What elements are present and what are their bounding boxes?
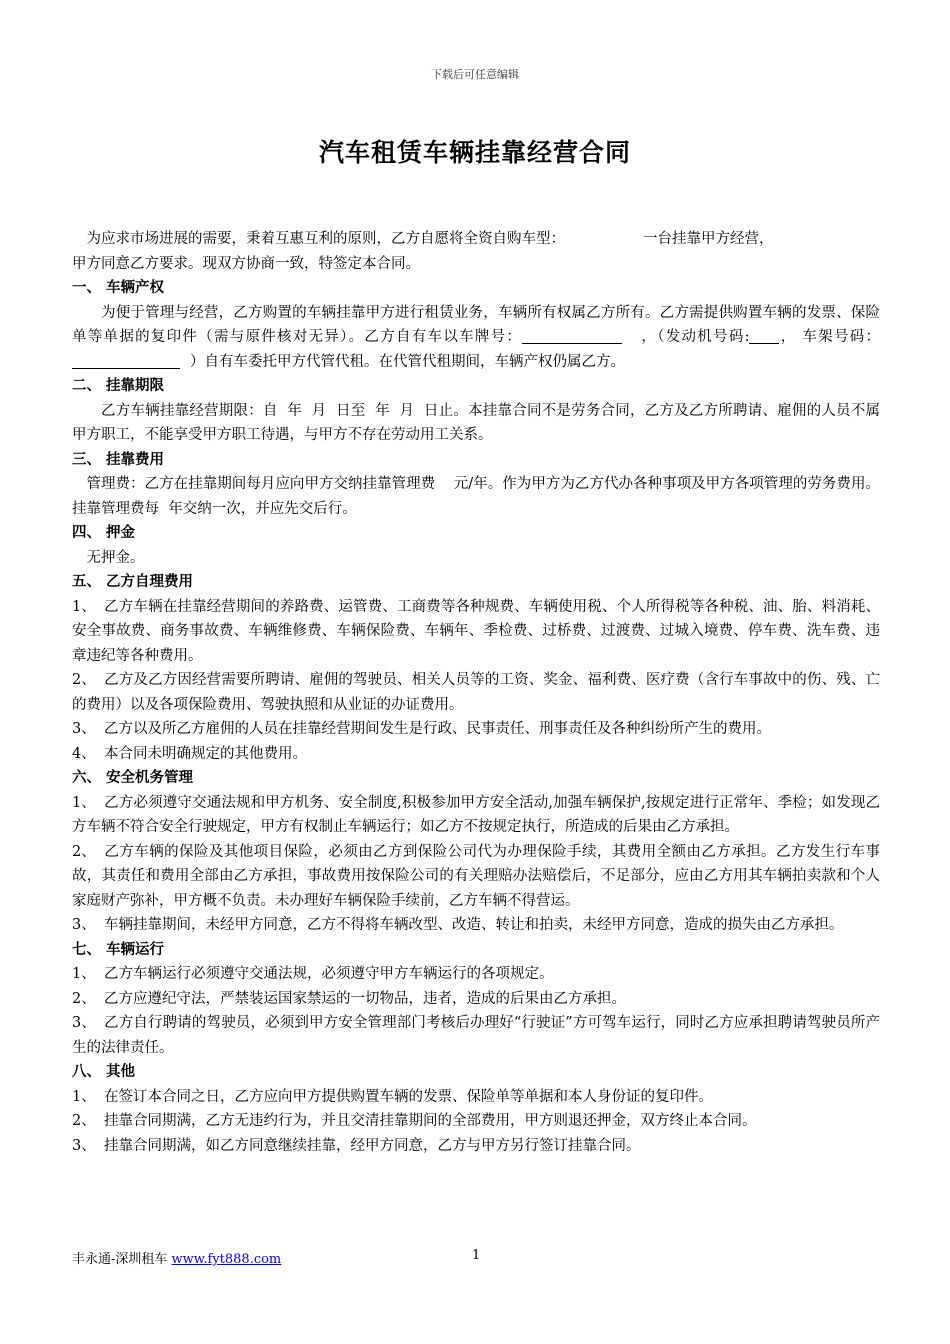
section-7-item-1	[72, 962, 880, 987]
engine-number-blank[interactable]	[749, 327, 779, 344]
intro-paragraph	[72, 227, 880, 252]
contract-body	[72, 227, 880, 1158]
footer-company	[72, 1248, 281, 1267]
section-5-item-1	[72, 595, 880, 669]
section-7-item-2	[72, 987, 880, 1012]
item-number: 3、	[72, 721, 96, 737]
intro-text-1b: 一台挂靠甲方经营，	[643, 231, 774, 247]
item-text: 乙方必须遵守交通法规和甲方机务、安全制度,积极参加甲方安全活动,加强车辆保护,按规定进行正常年、季检；如发现乙方车辆不符合安全行驶规定，甲方有权制止车辆运行；如乙方不按规定执行，所造成的后果由乙方承担。	[72, 794, 880, 835]
item-number: 1、	[72, 966, 96, 982]
item-number: 2、	[72, 1113, 96, 1129]
item-text: 挂靠合同期满，如乙方同意继续挂靠，经甲方同意，乙方与甲方另行签订挂靠合同。	[104, 1137, 641, 1154]
item-text: 车辆挂靠期间，未经甲方同意，乙方不得将车辆改型、改造、转让和拍卖，未经甲方同意，造成的损失由乙方承担。	[104, 917, 844, 933]
item-number: 3、	[72, 917, 96, 933]
section-5-item-2	[72, 668, 880, 717]
section-1-text-b: ，（发动机号码:	[640, 329, 750, 345]
section-1-heading: 一、 车辆产权	[72, 280, 165, 296]
footer-website-link[interactable]: www.fyt888.com	[171, 1252, 282, 1267]
section-2-heading: 二、 挂靠期限	[72, 378, 165, 394]
section-1-paragraph	[72, 301, 880, 375]
item-text: 在签订本合同之日，乙方应向甲方提供购置车辆的发票、保险单等单据和本人身份证的复印件。	[104, 1088, 713, 1105]
item-number: 2、	[72, 990, 96, 1007]
footer-company-name: 丰永通-深圳租车	[72, 1252, 172, 1267]
item-text: 挂靠合同期满，乙方无违约行为，并且交清挂靠期间的全部费用，甲方则退还押金，双方终止本合同。	[104, 1113, 757, 1129]
section-4-heading: 四、 押金	[72, 525, 136, 541]
item-number: 1、	[72, 1088, 96, 1105]
section-5-item-3	[72, 717, 880, 742]
item-number: 3、	[72, 1137, 96, 1154]
section-1-text-a: 为便于管理与经营，乙方购置的车辆挂靠甲方进行租赁业务，车辆所有权属乙方所有。乙方需提供购置车辆的发票、保险单等单据的复印件（需与原件核对无异）。乙方自有车以车牌号：	[72, 304, 880, 345]
frame-number-blank[interactable]	[72, 352, 180, 369]
item-number: 3、	[72, 1015, 96, 1031]
item-text: 乙方以及所乙方雇佣的人员在挂靠经营期间发生是行政、民事责任、刑事责任及各种纠纷所产生的费用。	[104, 721, 771, 737]
item-text: 本合同未明确规定的其他费用。	[104, 745, 307, 762]
item-text: 乙方车辆在挂靠经营期间的养路费、运管费、工商费等各种规费、车辆使用税、个人所得税等各种税、油、胎、料消耗、安全事故费、商务事故费、车辆维修费、车辆保险费、车辆年、季检费、过桥费、过渡费、过城入境费、停车费、洗车费、违章违纪等各种费用。	[72, 598, 880, 664]
section-7-heading: 七、 车辆运行	[72, 941, 165, 958]
item-text: 乙方应遵纪守法，严禁装运国家禁运的一切物品，违者，造成的后果由乙方承担。	[104, 990, 626, 1007]
document-title: 汽车租赁车辆挂靠经营合同	[318, 138, 631, 167]
section-8-item-2	[72, 1109, 880, 1134]
item-number: 4、	[72, 745, 96, 762]
section-5-heading: 五、 乙方自理费用	[72, 574, 194, 590]
intro-paragraph-2: 甲方同意乙方要求。现双方协商一致，特签定本合同。	[72, 255, 420, 272]
section-8-item-3	[72, 1134, 880, 1159]
section-8-heading: 八、 其他	[72, 1064, 136, 1080]
section-4-paragraph: 无押金。	[86, 549, 145, 566]
section-5-item-4	[72, 742, 880, 767]
page-header-note: 下载后可任意编辑	[431, 68, 519, 81]
item-text: 乙方及乙方因经营需要所聘请、雇佣的驾驶员、相关人员等的工资、奖金、福利费、医疗费（含行车事故中的伤、残、亡的费用）以及各项保险费用、驾驶执照和从业证的办证费用。	[72, 672, 880, 713]
item-number: 2、	[72, 672, 96, 688]
section-1-text-c: ， 车架号码：	[779, 329, 881, 345]
section-3-heading: 三、 挂靠费用	[72, 451, 165, 468]
section-6-item-2	[72, 840, 880, 914]
section-8-item-1	[72, 1085, 880, 1110]
item-text: 乙方车辆运行必须遵守交通法规，必须遵守甲方车辆运行的各项规定。	[104, 966, 554, 982]
page-number: 1	[472, 1248, 481, 1263]
section-6-heading: 六、 安全机务管理	[72, 770, 194, 786]
item-number: 1、	[72, 598, 96, 615]
section-6-item-1	[72, 791, 880, 840]
intro-text-1a: 为应求市场进展的需要，秉着互惠互利的原则，乙方自愿将全资自购车型：	[86, 231, 565, 247]
item-number: 1、	[72, 794, 96, 811]
section-6-item-3	[72, 913, 880, 938]
section-3-paragraph: 管理费：乙方在挂靠期间每月应向甲方交纳挂靠管理费 元/年。作为甲方为乙方代办各种事项及甲方各项管理的劳务费用。挂靠管理费每 年交纳一次，并应先交后行。	[72, 476, 880, 517]
plate-number-blank[interactable]	[522, 327, 622, 344]
item-text: 乙方自行聘请的驾驶员，必须到甲方安全管理部门考核后办理好“行驶证”方可驾车运行，同时乙方应承担聘请驾驶员所产生的法律责任。	[72, 1015, 880, 1056]
section-7-item-3	[72, 1011, 880, 1060]
item-number: 2、	[72, 843, 96, 860]
section-1-text-d: ）自有车委托甲方代管代租。在代管代租期间，车辆产权仍属乙方。	[190, 353, 625, 370]
section-2-paragraph: 乙方车辆挂靠经营期限：自 年 月 日至 年 月 日止。本挂靠合同不是劳务合同，乙方及乙方所聘请、雇佣的人员不属甲方职工，不能享受甲方职工待遇，与甲方不存在劳动用工关系。	[72, 402, 880, 443]
item-text: 乙方车辆的保险及其他项目保险，必须由乙方到保险公司代为办理保险手续，其费用全额由乙方承担。乙方发生行车事故，其责任和费用全部由乙方承担，事故费用按保险公司的有关理赔办法赔偿后，不足部分，应由乙方用其车辆拍卖款和个人家庭财产弥补，甲方概不负责。未办理好车辆保险手续前，乙方车辆不得营运。	[72, 843, 880, 909]
